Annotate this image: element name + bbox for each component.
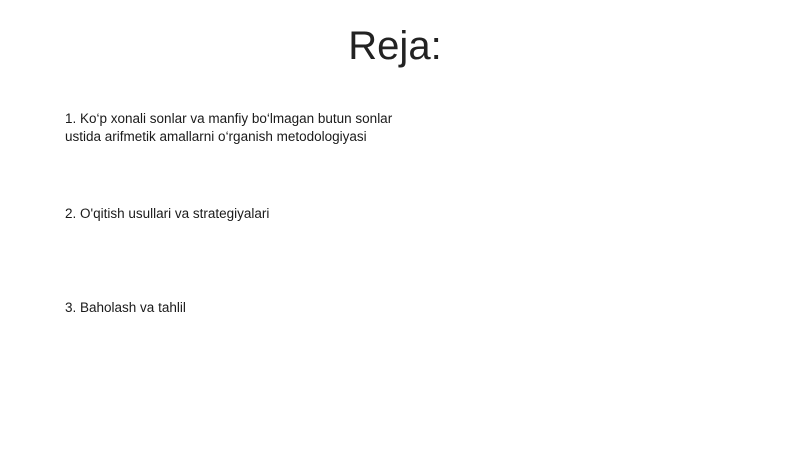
plan-item-2-line-1: 2. O'qitish usullari va strategiyalari xyxy=(65,206,270,221)
plan-item-1-line-1: 1. Ko‘p xonali sonlar va manfiy bo‘lmagan butun sonlar xyxy=(65,111,393,126)
plan-item-2 xyxy=(65,205,425,223)
plan-item-1 xyxy=(65,110,425,146)
plan-item-3-line-1: 3. Baholash va tahlil xyxy=(65,300,186,315)
slide-title: Reja: xyxy=(348,24,442,68)
plan-item-1-line-2: ustida arifmetik amallarni o‘rganish metodologiyasi xyxy=(65,129,367,144)
plan-item-3 xyxy=(65,299,425,317)
